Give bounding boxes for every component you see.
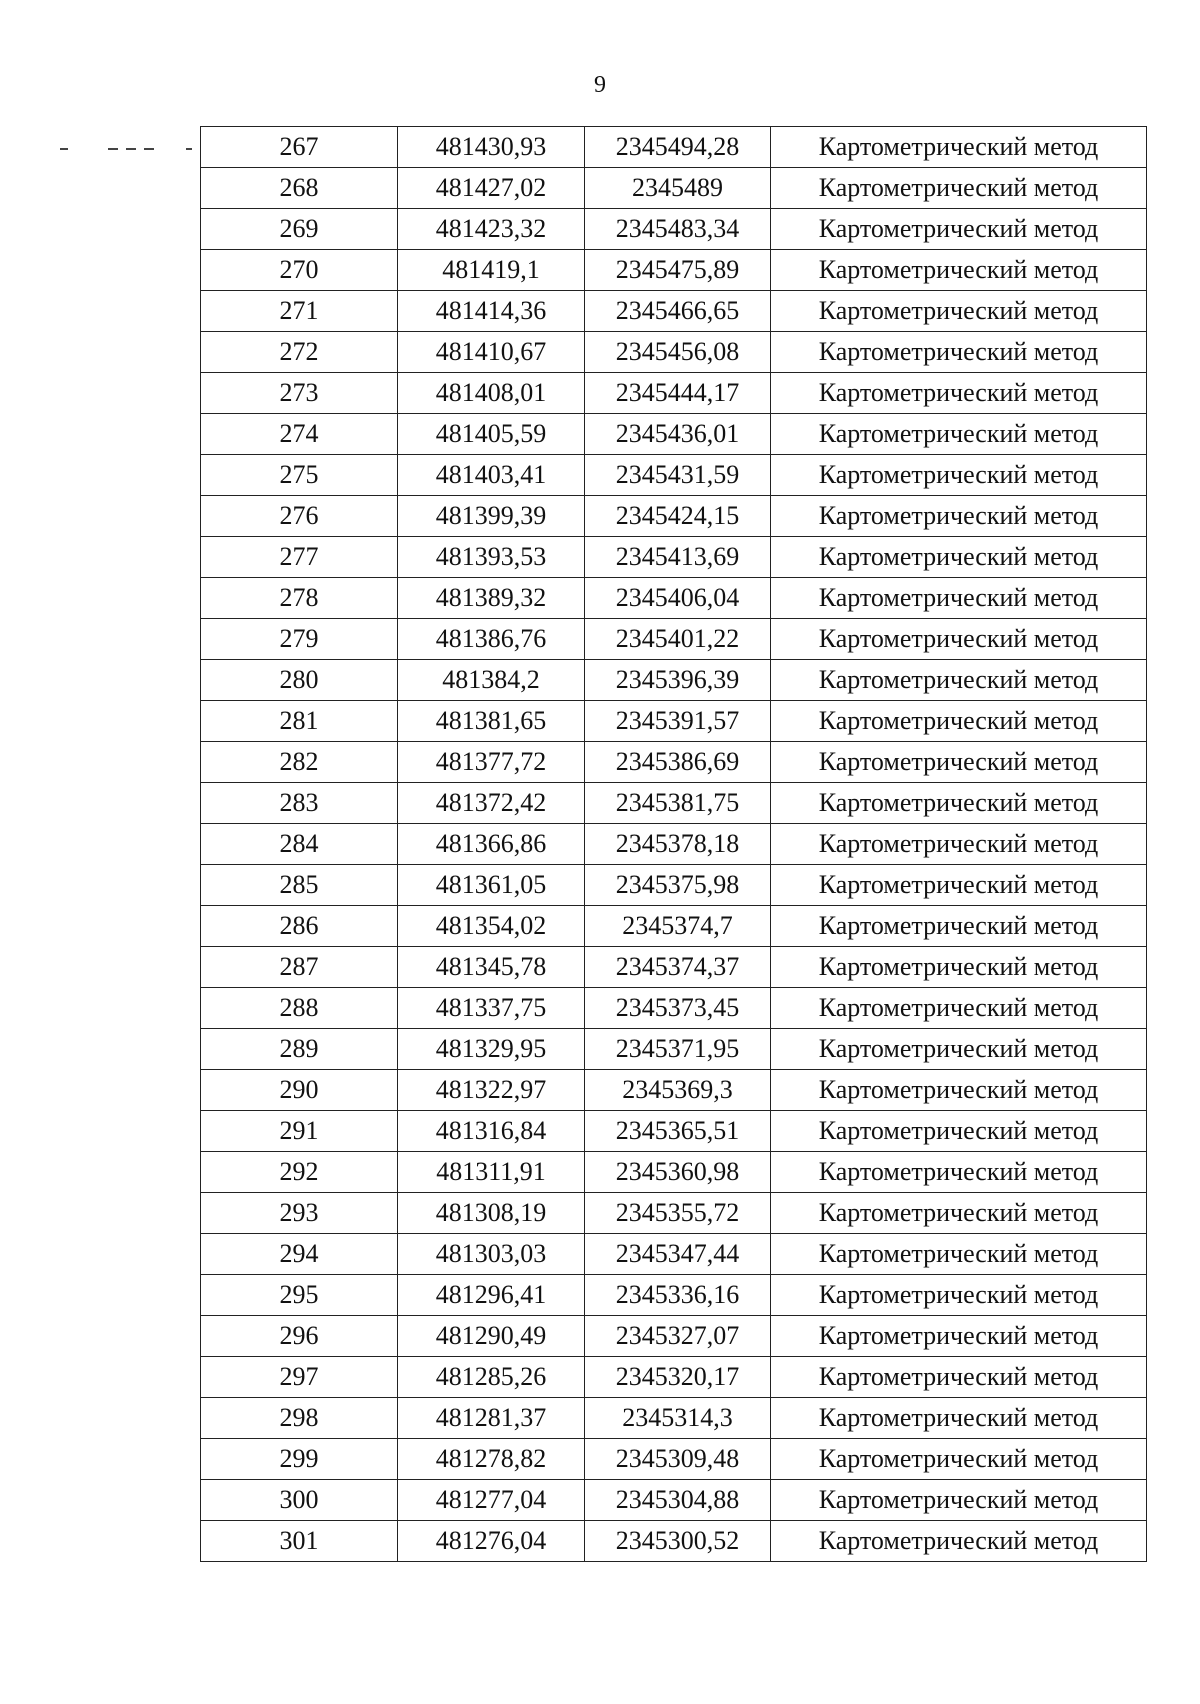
y-coordinate-cell: 2345386,69	[585, 742, 771, 783]
y-coordinate-cell: 2345320,17	[585, 1357, 771, 1398]
y-coordinate-cell: 2345396,39	[585, 660, 771, 701]
x-coordinate-cell: 481329,95	[398, 1029, 585, 1070]
method-cell: Картометрический метод	[771, 414, 1147, 455]
y-coordinate-cell: 2345413,69	[585, 537, 771, 578]
method-cell: Картометрический метод	[771, 988, 1147, 1029]
method-cell: Картометрический метод	[771, 1275, 1147, 1316]
x-coordinate-cell: 481308,19	[398, 1193, 585, 1234]
table-row	[201, 1152, 1147, 1193]
point-number-cell: 289	[201, 1029, 398, 1070]
method-cell: Картометрический метод	[771, 1070, 1147, 1111]
point-number-cell: 273	[201, 373, 398, 414]
table-row	[201, 619, 1147, 660]
y-coordinate-cell: 2345375,98	[585, 865, 771, 906]
point-number-cell: 267	[201, 127, 398, 168]
method-cell: Картометрический метод	[771, 209, 1147, 250]
scan-artifact-dash	[186, 148, 192, 150]
table-row	[201, 1234, 1147, 1275]
y-coordinate-cell: 2345374,7	[585, 906, 771, 947]
point-number-cell: 280	[201, 660, 398, 701]
y-coordinate-cell: 2345355,72	[585, 1193, 771, 1234]
x-coordinate-cell: 481345,78	[398, 947, 585, 988]
table-row	[201, 701, 1147, 742]
method-cell: Картометрический метод	[771, 127, 1147, 168]
point-number-cell: 294	[201, 1234, 398, 1275]
page-number: 9	[594, 72, 606, 98]
y-coordinate-cell: 2345371,95	[585, 1029, 771, 1070]
scan-artifact-dash	[126, 148, 136, 150]
point-number-cell: 293	[201, 1193, 398, 1234]
point-number-cell: 275	[201, 455, 398, 496]
table-row	[201, 1070, 1147, 1111]
x-coordinate-cell: 481414,36	[398, 291, 585, 332]
y-coordinate-cell: 2345365,51	[585, 1111, 771, 1152]
table-row	[201, 1111, 1147, 1152]
method-cell: Картометрический метод	[771, 1234, 1147, 1275]
x-coordinate-cell: 481337,75	[398, 988, 585, 1029]
point-number-cell: 287	[201, 947, 398, 988]
point-number-cell: 281	[201, 701, 398, 742]
table-row	[201, 414, 1147, 455]
point-number-cell: 291	[201, 1111, 398, 1152]
point-number-cell: 282	[201, 742, 398, 783]
table-row	[201, 1439, 1147, 1480]
x-coordinate-cell: 481408,01	[398, 373, 585, 414]
x-coordinate-cell: 481354,02	[398, 906, 585, 947]
method-cell: Картометрический метод	[771, 1316, 1147, 1357]
method-cell: Картометрический метод	[771, 947, 1147, 988]
method-cell: Картометрический метод	[771, 1152, 1147, 1193]
point-number-cell: 284	[201, 824, 398, 865]
x-coordinate-cell: 481389,32	[398, 578, 585, 619]
y-coordinate-cell: 2345475,89	[585, 250, 771, 291]
point-number-cell: 270	[201, 250, 398, 291]
point-number-cell: 286	[201, 906, 398, 947]
point-number-cell: 285	[201, 865, 398, 906]
x-coordinate-cell: 481290,49	[398, 1316, 585, 1357]
x-coordinate-cell: 481410,67	[398, 332, 585, 373]
x-coordinate-cell: 481384,2	[398, 660, 585, 701]
x-coordinate-cell: 481423,32	[398, 209, 585, 250]
point-number-cell: 296	[201, 1316, 398, 1357]
method-cell: Картометрический метод	[771, 783, 1147, 824]
x-coordinate-cell: 481285,26	[398, 1357, 585, 1398]
x-coordinate-cell: 481427,02	[398, 168, 585, 209]
y-coordinate-cell: 2345360,98	[585, 1152, 771, 1193]
table-row	[201, 127, 1147, 168]
method-cell: Картометрический метод	[771, 1480, 1147, 1521]
table-row	[201, 537, 1147, 578]
y-coordinate-cell: 2345483,34	[585, 209, 771, 250]
table-row	[201, 250, 1147, 291]
table-row	[201, 332, 1147, 373]
y-coordinate-cell: 2345436,01	[585, 414, 771, 455]
scan-artifact-dash	[144, 148, 154, 150]
x-coordinate-cell: 481361,05	[398, 865, 585, 906]
x-coordinate-cell: 481381,65	[398, 701, 585, 742]
method-cell: Картометрический метод	[771, 455, 1147, 496]
point-number-cell: 279	[201, 619, 398, 660]
x-coordinate-cell: 481278,82	[398, 1439, 585, 1480]
y-coordinate-cell: 2345304,88	[585, 1480, 771, 1521]
method-cell: Картометрический метод	[771, 1521, 1147, 1562]
table-row	[201, 209, 1147, 250]
table-row	[201, 578, 1147, 619]
y-coordinate-cell: 2345406,04	[585, 578, 771, 619]
table-row	[201, 742, 1147, 783]
method-cell: Картометрический метод	[771, 250, 1147, 291]
y-coordinate-cell: 2345374,37	[585, 947, 771, 988]
table-row	[201, 660, 1147, 701]
x-coordinate-cell: 481281,37	[398, 1398, 585, 1439]
method-cell: Картометрический метод	[771, 1398, 1147, 1439]
point-number-cell: 295	[201, 1275, 398, 1316]
point-number-cell: 300	[201, 1480, 398, 1521]
method-cell: Картометрический метод	[771, 824, 1147, 865]
table-row	[201, 783, 1147, 824]
x-coordinate-cell: 481311,91	[398, 1152, 585, 1193]
method-cell: Картометрический метод	[771, 701, 1147, 742]
table-row	[201, 455, 1147, 496]
point-number-cell: 298	[201, 1398, 398, 1439]
method-cell: Картометрический метод	[771, 291, 1147, 332]
coordinates-table-body	[201, 127, 1147, 1562]
point-number-cell: 268	[201, 168, 398, 209]
x-coordinate-cell: 481419,1	[398, 250, 585, 291]
table-row	[201, 1357, 1147, 1398]
method-cell: Картометрический метод	[771, 906, 1147, 947]
point-number-cell: 278	[201, 578, 398, 619]
y-coordinate-cell: 2345373,45	[585, 988, 771, 1029]
x-coordinate-cell: 481316,84	[398, 1111, 585, 1152]
method-cell: Картометрический метод	[771, 496, 1147, 537]
method-cell: Картометрический метод	[771, 1029, 1147, 1070]
point-number-cell: 269	[201, 209, 398, 250]
point-number-cell: 301	[201, 1521, 398, 1562]
table-row	[201, 988, 1147, 1029]
table-row	[201, 496, 1147, 537]
y-coordinate-cell: 2345444,17	[585, 373, 771, 414]
table-row	[201, 291, 1147, 332]
point-number-cell: 299	[201, 1439, 398, 1480]
method-cell: Картометрический метод	[771, 168, 1147, 209]
table-row	[201, 168, 1147, 209]
x-coordinate-cell: 481276,04	[398, 1521, 585, 1562]
x-coordinate-cell: 481399,39	[398, 496, 585, 537]
point-number-cell: 277	[201, 537, 398, 578]
scan-artifact-dash	[60, 148, 68, 150]
x-coordinate-cell: 481393,53	[398, 537, 585, 578]
y-coordinate-cell: 2345424,15	[585, 496, 771, 537]
x-coordinate-cell: 481403,41	[398, 455, 585, 496]
y-coordinate-cell: 2345489	[585, 168, 771, 209]
table-row	[201, 824, 1147, 865]
x-coordinate-cell: 481372,42	[398, 783, 585, 824]
y-coordinate-cell: 2345391,57	[585, 701, 771, 742]
table-row	[201, 906, 1147, 947]
y-coordinate-cell: 2345381,75	[585, 783, 771, 824]
method-cell: Картометрический метод	[771, 1111, 1147, 1152]
method-cell: Картометрический метод	[771, 865, 1147, 906]
x-coordinate-cell: 481377,72	[398, 742, 585, 783]
method-cell: Картометрический метод	[771, 742, 1147, 783]
x-coordinate-cell: 481303,03	[398, 1234, 585, 1275]
y-coordinate-cell: 2345378,18	[585, 824, 771, 865]
method-cell: Картометрический метод	[771, 332, 1147, 373]
point-number-cell: 292	[201, 1152, 398, 1193]
x-coordinate-cell: 481386,76	[398, 619, 585, 660]
coordinates-table	[200, 126, 1147, 1562]
y-coordinate-cell: 2345336,16	[585, 1275, 771, 1316]
table-row	[201, 865, 1147, 906]
x-coordinate-cell: 481430,93	[398, 127, 585, 168]
y-coordinate-cell: 2345309,48	[585, 1439, 771, 1480]
y-coordinate-cell: 2345369,3	[585, 1070, 771, 1111]
table-row	[201, 1193, 1147, 1234]
table-row	[201, 1480, 1147, 1521]
table-row	[201, 947, 1147, 988]
table-row	[201, 1029, 1147, 1070]
method-cell: Картометрический метод	[771, 619, 1147, 660]
method-cell: Картометрический метод	[771, 1193, 1147, 1234]
y-coordinate-cell: 2345494,28	[585, 127, 771, 168]
y-coordinate-cell: 2345347,44	[585, 1234, 771, 1275]
point-number-cell: 272	[201, 332, 398, 373]
point-number-cell: 271	[201, 291, 398, 332]
point-number-cell: 283	[201, 783, 398, 824]
x-coordinate-cell: 481405,59	[398, 414, 585, 455]
y-coordinate-cell: 2345456,08	[585, 332, 771, 373]
y-coordinate-cell: 2345466,65	[585, 291, 771, 332]
point-number-cell: 276	[201, 496, 398, 537]
method-cell: Картометрический метод	[771, 1357, 1147, 1398]
x-coordinate-cell: 481366,86	[398, 824, 585, 865]
method-cell: Картометрический метод	[771, 660, 1147, 701]
table-row	[201, 1275, 1147, 1316]
x-coordinate-cell: 481296,41	[398, 1275, 585, 1316]
point-number-cell: 288	[201, 988, 398, 1029]
y-coordinate-cell: 2345314,3	[585, 1398, 771, 1439]
table-row	[201, 373, 1147, 414]
y-coordinate-cell: 2345431,59	[585, 455, 771, 496]
scan-artifact-dash	[108, 148, 118, 150]
point-number-cell: 274	[201, 414, 398, 455]
table-row	[201, 1521, 1147, 1562]
point-number-cell: 290	[201, 1070, 398, 1111]
y-coordinate-cell: 2345401,22	[585, 619, 771, 660]
x-coordinate-cell: 481322,97	[398, 1070, 585, 1111]
point-number-cell: 297	[201, 1357, 398, 1398]
table-row	[201, 1398, 1147, 1439]
method-cell: Картометрический метод	[771, 373, 1147, 414]
method-cell: Картометрический метод	[771, 537, 1147, 578]
method-cell: Картометрический метод	[771, 578, 1147, 619]
y-coordinate-cell: 2345327,07	[585, 1316, 771, 1357]
y-coordinate-cell: 2345300,52	[585, 1521, 771, 1562]
x-coordinate-cell: 481277,04	[398, 1480, 585, 1521]
method-cell: Картометрический метод	[771, 1439, 1147, 1480]
table-row	[201, 1316, 1147, 1357]
